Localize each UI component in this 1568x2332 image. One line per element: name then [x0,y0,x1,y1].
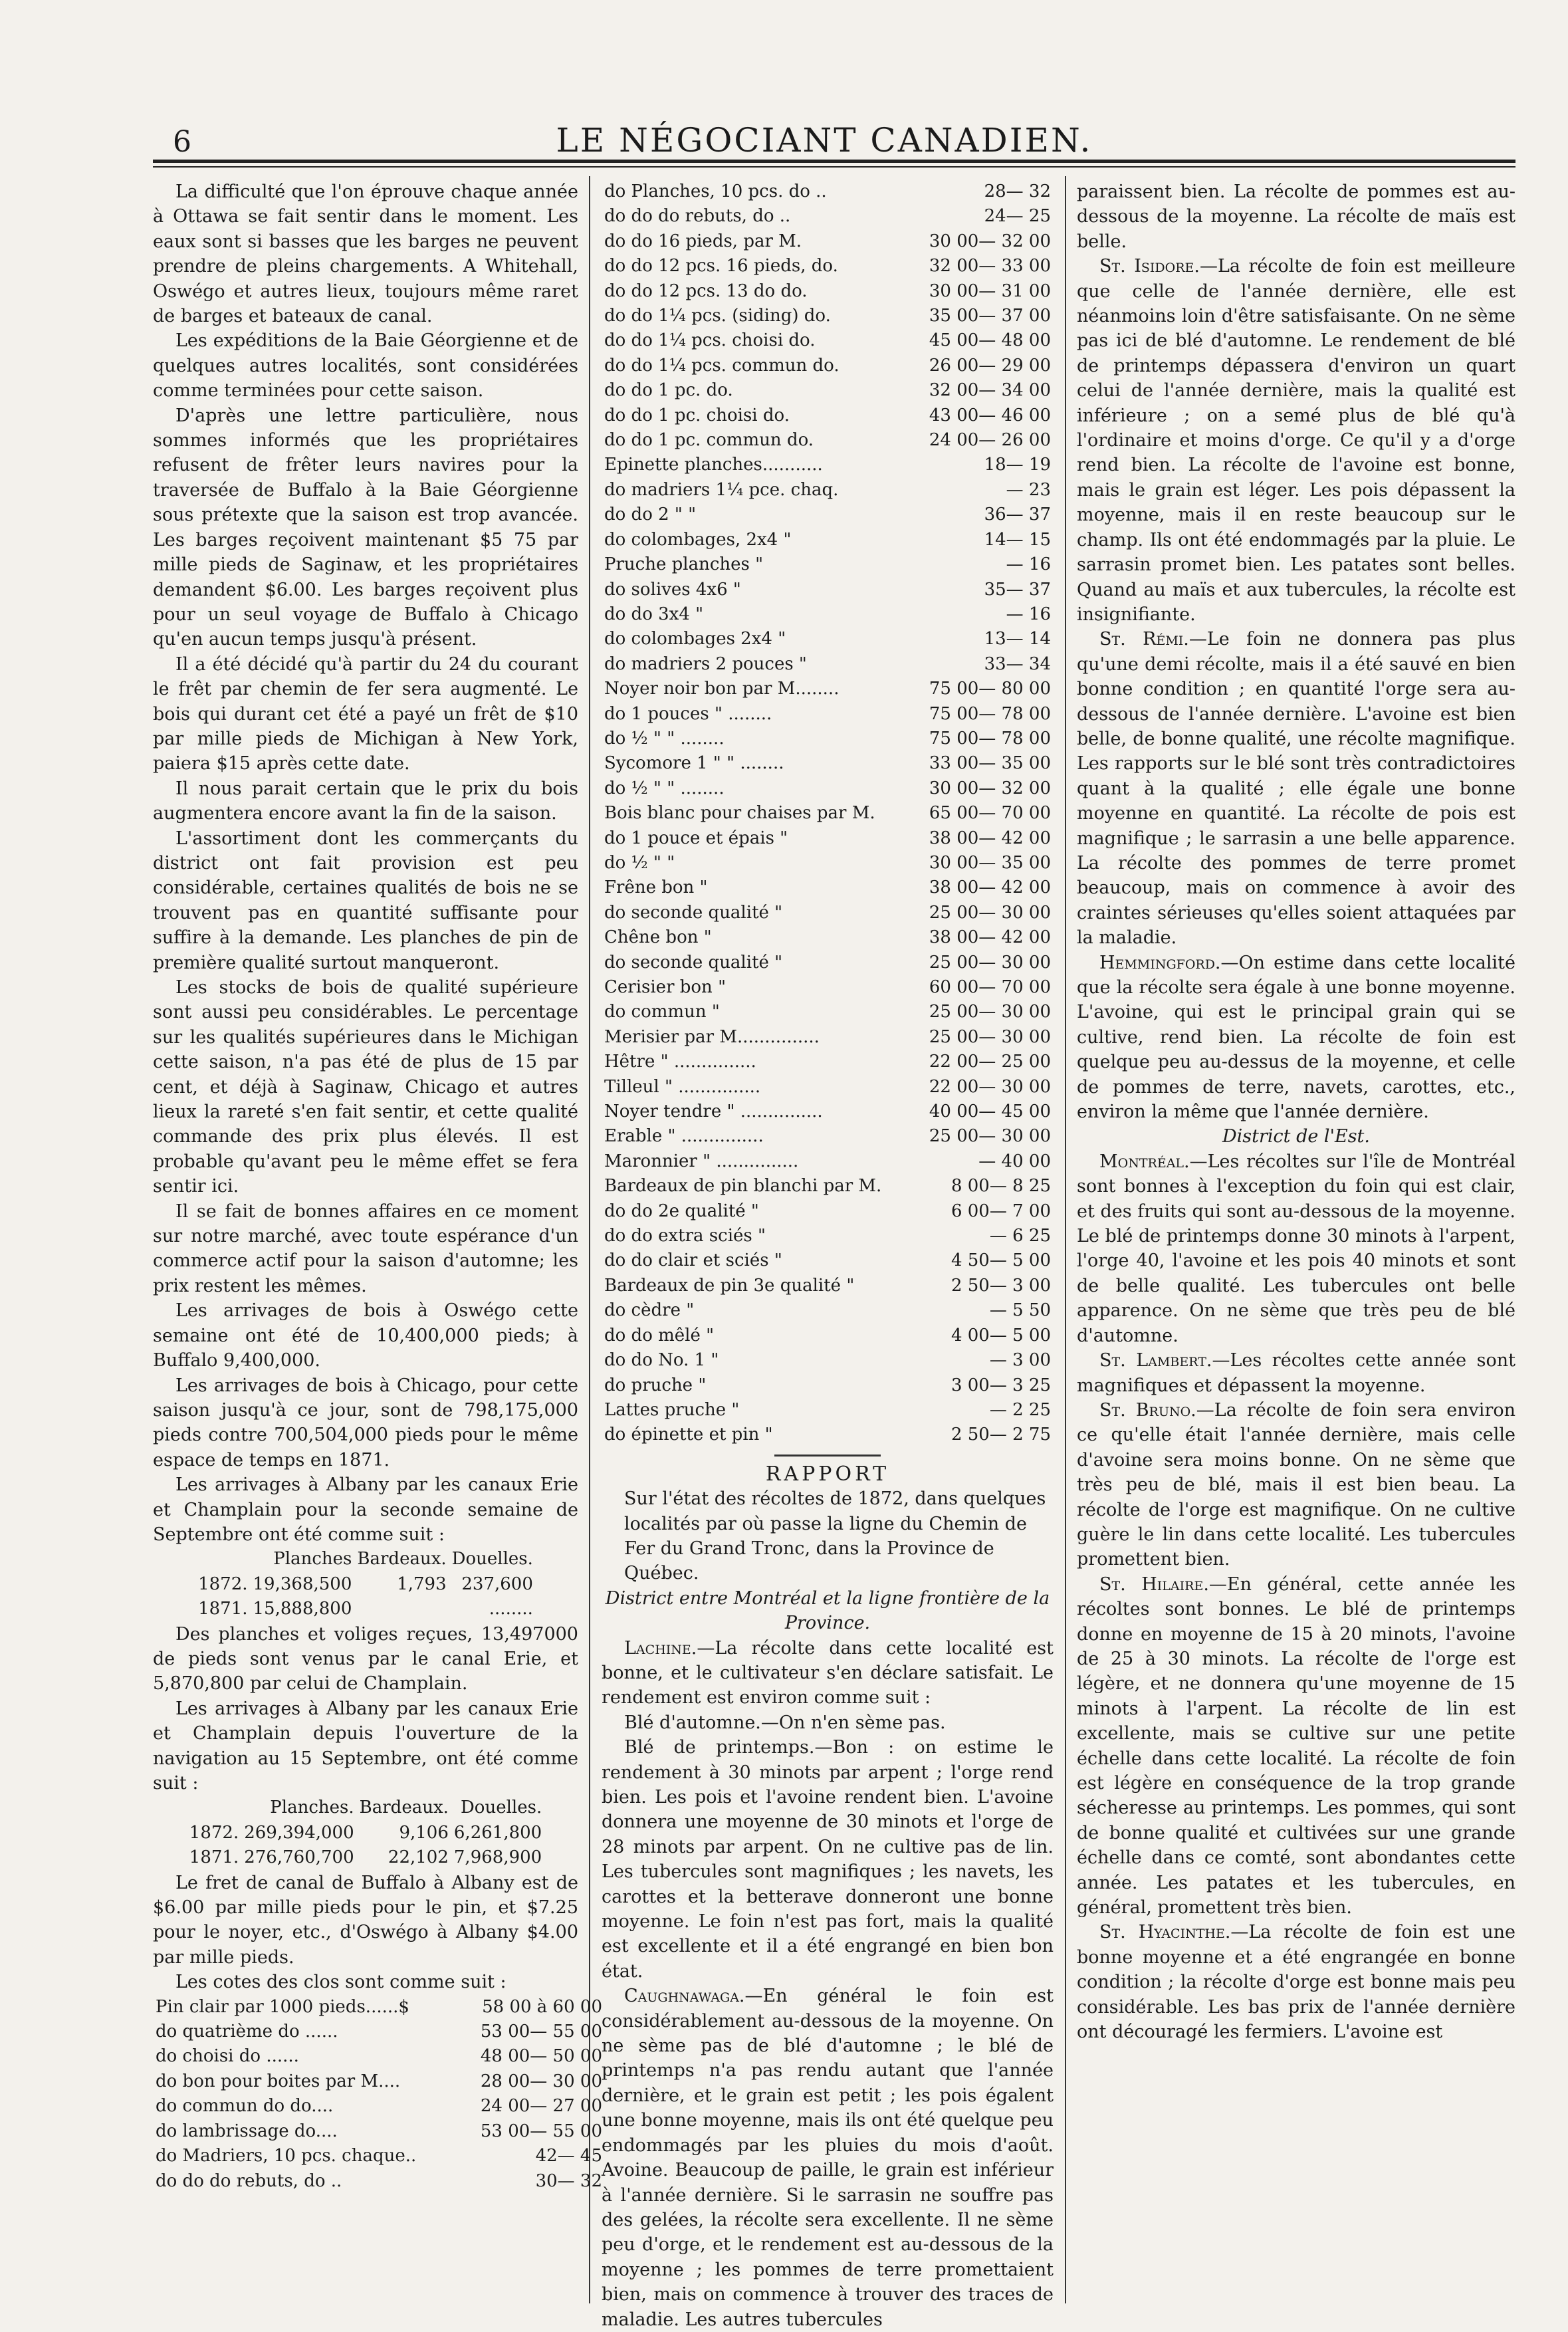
table-cell: 22,102 [388,1847,449,1868]
price-item: Bardeaux de pin blanchi par M. [604,1176,882,1197]
price-row [602,1248,1054,1273]
price-row [602,1075,1054,1100]
price-item: do madriers 2 pouces " [604,653,807,674]
paragraph: St. Lambert.—Les récoltes cette année sont magnifiques et dépassent la moyenne. [1077,1350,1516,1396]
price-item: do seconde qualité " [604,902,783,923]
table-row [195,1597,536,1621]
table-cell: Planches [273,1549,352,1570]
price-item: do pruche " [604,1375,707,1395]
table-cell [354,1597,449,1621]
price-item: do do mêlé " [604,1325,715,1345]
masthead [173,113,1476,160]
price-item: do do 3x4 " [604,604,704,624]
price-value: — 3 00 [989,1350,1051,1371]
price-value: 25 00— 30 00 [929,902,1051,923]
table-row [187,1821,544,1845]
price-row [602,801,1054,826]
price-row [602,826,1054,851]
price-row [602,1398,1054,1423]
district-heading: District entre Montréal et la ligne frontière de la Province. [605,1587,1050,1634]
paragraph: Les cotes des clos sont comme suit : [175,1972,506,1993]
price-value: 25 00— 30 00 [929,1002,1051,1022]
section-rule [774,1455,881,1457]
price-row [153,2119,605,2144]
paragraph: Il a été décidé qu'à partir du 24 du courant le frêt par chemin de fer sera augmenté. Le bois qui durant cet été a payé un frêt de $10 par mille pieds de Michigan à New York, paiera $15 après cette date. [153,653,578,774]
paragraph: paraissent bien. La récolte de pommes est au-dessous de la moyenne. La récolte de maïs est belle. [1077,181,1515,252]
table-row [187,1796,544,1820]
price-row [153,2144,605,2168]
price-value: 35 00— 37 00 [929,306,1051,326]
paragraph: St. Hyacinthe.—La récolte de foin est une bonne moyenne et a été engrangée en bonne condition ; la récolte d'orge est bonne mais peu considérable. Les bas prix de l'année dernière ont découragé les fermiers. L'avoine est [1077,1922,1515,2043]
price-value: — 2 25 [989,1399,1051,1420]
table-cell: 1872. [198,1574,248,1594]
price-item: do do 2 " " [604,505,697,525]
price-value: 48 00— 50 00 [480,2046,602,2067]
price-row [602,404,1054,428]
price-row [602,602,1054,627]
price-value: 4 50— 5 00 [951,1250,1051,1271]
price-value: 38 00— 42 00 [929,828,1051,848]
paragraph: Les stocks de bois de qualité supérieure sont aussi peu considérables. Le percentage sur les qualités supérieures dans le Michigan cette saison, n'a pas été de plus de 15 par cent, et déjà à Saginaw, Chicago et autres lieux la rareté s'en fait sentir, et cette qualité commande des prix plus élevés. Il est probable qu'avant peu le même effet se fera sentir ici. [153,977,578,1197]
table-cell: 1,793 [397,1574,447,1594]
price-item: do do No. 1 " [604,1350,719,1371]
price-row [602,503,1054,527]
price-value: 14— 15 [984,529,1051,550]
price-item: do quatrième do ...... [156,2022,338,2042]
price-value: 25 00— 30 00 [929,1026,1051,1047]
place-name: St. Bruno. [1099,1399,1196,1421]
price-value: 30 00— 32 00 [929,231,1051,251]
price-item: Sycomore 1 " " ........ [604,753,784,774]
price-value: 13— 14 [984,629,1051,649]
price-item: do do 1 pc. do. [604,380,733,401]
price-row [153,2169,605,2194]
price-row [602,727,1054,751]
price-row [602,1000,1054,1024]
table-cell: 1871. [198,1599,248,1619]
price-value: — 6 25 [989,1226,1051,1246]
price-row [602,1324,1054,1348]
price-value: 25 00— 30 00 [929,1126,1051,1147]
price-value: 58 00 à 60 00 [482,1996,602,2017]
table-cell: 1871. [189,1847,239,1868]
paragraph: St. Isidore.—La récolte de foin est meilleure que celle de l'année dernière, elle est néanmoins loin d'être satisfaisante. On ne sème pas ici de blé d'automne. Le rendement de blé de printemps dépassera d'environ un quart celui de l'année dernière, mais la qualité est inférieure ; on a semé plus de blé qu'à l'ordinaire et moins d'orge. Ce qu'il y a d'orge rend bien. La récolte de l'avoine est bonne, mais le grain est léger. Les pois dépassent la moyenne, mais il en reste beaucoup sur le champ. Ils ont été endommagés par la pluie. Le sarrasin promet bien. Les patates sont belles. Quand au maïs et aux tubercules, la récolte est insignifiante. [1077,256,1516,625]
table-cell: 7,968,900 [453,1847,542,1868]
page-number: 6 [173,125,191,159]
price-value: 43 00— 46 00 [929,405,1051,425]
price-row [602,925,1054,950]
price-value: 75 00— 80 00 [929,679,1051,699]
col3-paragraphs [1077,179,1515,1124]
header-rule-thin [153,166,1515,168]
price-value: 18— 19 [984,455,1051,475]
price-value: 30 00— 35 00 [929,852,1051,873]
price-value: — 16 [1006,604,1051,624]
price-value: 75 00— 78 00 [929,703,1051,724]
price-value: 25 00— 30 00 [929,952,1051,973]
place-name: St. Rémi. [1099,629,1189,650]
table-cell: 1872. [189,1822,239,1843]
price-row [602,1348,1054,1373]
price-row [602,875,1054,900]
price-row [602,378,1054,403]
column-3 [1077,179,1515,2044]
price-item: do do do rebuts, do .. [604,206,791,227]
price-value: 36— 37 [984,505,1051,525]
price-item: Tilleul " ............... [604,1076,761,1097]
price-row [602,1298,1054,1323]
price-item: do do 12 pcs. 16 pieds, do. [604,256,838,277]
price-item: do commun " [604,1002,720,1022]
price-item: do do 1¼ pcs. commun do. [604,355,840,376]
price-row [602,1149,1054,1174]
table-cell: ........ [489,1599,533,1619]
col3-paragraphs-2 [1077,1149,1515,2045]
column-divider [1065,176,1066,2303]
price-item: Cerisier bon " [604,977,727,997]
price-row [602,552,1054,577]
table-cell: 15,888,800 [253,1599,352,1619]
price-row [602,229,1054,254]
price-value: 6 00— 7 00 [951,1201,1051,1221]
price-row [602,528,1054,552]
place-name: Montréal. [1099,1151,1190,1172]
price-row [153,2094,605,2119]
albany-week-table [195,1547,536,1621]
price-item: do 1 pouces " ........ [604,703,772,724]
table-row [195,1572,536,1597]
price-row [602,304,1054,328]
place-name: St. Hyacinthe. [1099,1922,1231,1943]
place-name: St. Hilaire. [1099,1574,1209,1595]
price-value: 3 00— 3 25 [951,1375,1051,1395]
paragraph: Blé de printemps.—Bon : on estime le rendement à 30 minots par arpent ; l'orge rend bien. Les pois et l'avoine rendent bien. L'avoine donnera une moyenne de 30 minots et l'orge de 28 minots par arpent. On ne cultive pas de lin. Les tubercules sont magnifiques ; les navets, les carottes et la betterave donneront une bonne moyenne. Le foin n'est pas fort, mais la qualité est excellente et il a été engrangé en bien bon état. [602,1737,1054,1982]
paragraph: Les arrivages de bois à Oswégo cette semaine ont été de 10,400,000 pieds; à Buffalo 9,400,000. [153,1300,578,1371]
table-cell: Planches. [270,1798,354,1818]
price-value: — 16 [1006,554,1051,575]
price-row [602,1174,1054,1199]
price-item: Frêne bon " [604,877,708,898]
price-value: 22 00— 30 00 [929,1076,1051,1097]
price-row [602,1025,1054,1050]
district-heading: District de l'Est. [1222,1126,1370,1147]
price-row [602,428,1054,453]
price-item: Pruche planches " [604,554,764,575]
paragraph: Des planches et voliges reçues, 13,497000 de pieds sont venus par le canal Erie, et 5,870,800 par celui de Champlain. [153,1623,578,1694]
price-item: do do do rebuts, do .. [156,2170,342,2191]
table-row [187,1845,544,1870]
price-item: Maronnier " ............... [604,1151,799,1171]
paragraph: St. Bruno.—La récolte de foin sera environ ce qu'elle était l'année dernière, mais celle d'avoine sera moins bonne. On ne sème que très peu de blé, mais il est bien beau. La récolte de l'orge est magnifique. On ne cultive guère le lin dans cette localité. Les tubercules promettent bien. [1077,1399,1515,1570]
price-item: do do 16 pieds, par M. [604,231,802,251]
price-value: 32 00— 33 00 [929,256,1051,277]
place-name: Caughnawaga. [624,1986,745,2007]
price-item: Hêtre " ............... [604,1052,756,1072]
price-item: Epinette planches........... [604,455,823,475]
column-1 [153,179,602,2194]
price-value: 24 00— 26 00 [929,430,1051,451]
price-item: do madriers 1¼ pce. chaq. [604,479,839,500]
price-value: 60 00— 70 00 [929,977,1051,997]
paragraph: Le fret de canal de Buffalo à Albany est de $6.00 par mille pieds pour le pin, et $7.25 pour le noyer, etc., d'Oswégo à Albany $4.00 par mille pieds. [153,1872,578,1968]
column-divider [589,176,590,2303]
price-value: 65 00— 70 00 [929,803,1051,824]
newspaper-title: LE NÉGOCIANT CANADIEN. [556,121,1093,160]
price-value: 26 00— 29 00 [929,355,1051,376]
price-item: do do 1¼ pcs. (siding) do. [604,306,831,326]
price-value: 33— 34 [984,653,1051,674]
table-cell: 237,600 [461,1574,533,1594]
paragraph: Hemmingford.—On estime dans cette localité que la récolte sera égale à une bonne moyenne. L'avoine, qui est le principal grain qui se cultive, rend bien. La récolte de foin est quelque peu au-dessus de la moyenne, et celle de pommes de terre, navets, carottes, etc., environ la même que l'année dernière. [1077,952,1515,1123]
price-item: Bois blanc pour chaises par M. [604,803,875,824]
place-name: Lachine. [624,1637,697,1659]
price-value: 42— 45 [535,2146,602,2166]
paragraph: Les arrivages à Albany par les canaux Erie et Champlain depuis l'ouverture de la navigation au 15 Septembre, ont été comme suit : [153,1698,578,1794]
place-name: St. Lambert. [1099,1350,1212,1371]
price-item: Noyer tendre " ............... [604,1102,823,1122]
price-row [602,1224,1054,1248]
paragraph: Lachine.—La récolte dans cette localité est bonne, et le cultivateur s'en déclare satisfait. Le rendement est environ comme suit : [602,1637,1054,1708]
paragraph: L'assortiment dont les commerçants du district ont fait provision est peu considérable, certaines qualités de bois ne se trouvent pas en quantité suffisante pour suffire à la demande. Les planches de pin de première qualité surtout manqueront. [153,828,578,973]
price-value: 30— 32 [535,2170,602,2191]
price-item: Erable " ............... [604,1126,764,1147]
price-item: do do clair et sciés " [604,1250,782,1271]
price-item: do 1 pouce et épais " [604,828,788,848]
price-item: Merisier par M............... [604,1026,820,1047]
price-value: 24 00— 27 00 [480,2096,602,2117]
price-item: do épinette et pin " [604,1425,773,1445]
price-value: 40 00— 45 00 [929,1102,1051,1122]
price-item: do do 1¼ pcs. choisi do. [604,330,816,351]
price-row [602,1274,1054,1298]
paragraph: D'après une lettre particulière, nous sommes informés que les propriétaires refusent de frêter leurs navires pour la traversée de Buffalo à la Baie Géorgienne sous prétexte que la saison est trop avancée. Les barges reçoivent maintenant $5 75 par mille pieds de Saginaw, et les propriétaires demandent $6.00. Les barges reçoivent plus pour un seul voyage de Buffalo à Chicago qu'en aucun temps jusqu'à présent. [153,405,578,650]
price-item: do ½ " " [604,852,675,873]
table-row [195,1547,536,1572]
price-row [602,851,1054,875]
price-row [602,776,1054,801]
price-item: Pin clair par 1000 pieds......$ [156,1996,409,2017]
table-cell: 6,261,800 [453,1822,542,1843]
price-item: do choisi do ...... [156,2046,299,2067]
price-row [602,179,1054,204]
header-rule [153,160,1515,163]
price-value: 22 00— 25 00 [929,1052,1051,1072]
price-item: do seconde qualité " [604,952,783,973]
paragraph: La difficulté que l'on éprouve chaque année à Ottawa se fait sentir dans le moment. Les eaux sont si basses que les barges ne peuvent prendre de pleins chargements. A Whitehall, Oswégo et autres lieux, toujours même raret de barges et bateaux de canal. [153,181,578,327]
table-cell [187,1796,241,1820]
paragraph: Les arrivages à Albany par les canaux Erie et Champlain pour la seconde semaine de Septembre ont été comme suit : [153,1474,578,1545]
price-row [602,1373,1054,1398]
table-cell: Bardeaux. [357,1549,447,1570]
price-item: Bardeaux de pin 3e qualité " [604,1275,855,1296]
price-value: 35— 37 [984,579,1051,600]
price-item: do Planches, 10 pcs. do .. [604,181,827,201]
price-value: 30 00— 31 00 [929,281,1051,301]
price-row [602,702,1054,727]
price-item: do colombages, 2x4 " [604,529,792,550]
price-value: 8 00— 8 25 [951,1176,1051,1197]
price-item: do ½ " " ........ [604,778,725,798]
price-row [602,578,1054,602]
price-item: do ½ " " ........ [604,728,725,749]
paragraph: St. Hilaire.—En général, cette année les récoltes sont bonnes. Le blé de printemps donne en moyenne de 15 à 20 minots, l'avoine de 25 à 30 minots. La récolte de l'orge est légère, et ne donnera qu'une moyenne de 15 minots à l'arpent. La récolte de lin est excellente, mais se cultive sur une petite échelle dans cette localité. La récolte de foin est légère en conséquence de la trop grande sécheresse au printemps. Les pommes, qui sont de bonne qualité et cultivées sur une grande échelle dans ce comté, sont abondantes cette année. Les patates et les tubercules, en général, promettent très bien. [1077,1574,1515,1919]
price-row [602,279,1054,304]
price-item: do Madriers, 10 pcs. chaque.. [156,2146,417,2166]
col2-paragraphs [602,1636,1054,2332]
price-row [602,751,1054,776]
price-row [602,677,1054,701]
price-row [153,2069,605,2094]
table-cell: 9,106 [399,1822,449,1843]
price-row [602,1199,1054,1224]
price-value: 4 00— 5 00 [951,1325,1051,1345]
price-row [602,1100,1054,1124]
rapport-heading: RAPPORT [765,1462,890,1486]
price-row [602,901,1054,925]
price-value: 30 00— 32 00 [929,778,1051,798]
price-value: 28 00— 30 00 [480,2071,602,2091]
price-item: do do 1 pc. choisi do. [604,405,790,425]
paragraph: St. Rémi.—Le foin ne donnera pas plus qu'une demi récolte, mais il a été sauvé en bien bonne condition ; en quantité l'orge sera au-dessous de l'année dernière. L'avoine est bien belle, de bonne qualité, une récolte magnifique. Les rapports sur le blé sont très contradictoires quant à la qualité ; elle égale une bonne moyenne en quantité. La récolte de pois est magnifique ; le sarrasin a une belle apparence. La récolte des pommes de terre promet beaucoup, mais on commence à avoir des craintes sérieuses qu'elles soient attaquées par la maladie. [1077,629,1515,949]
place-name: St. Isidore. [1099,256,1200,277]
paragraph: Montréal.—Les récoltes sur l'île de Montréal sont bonnes à l'exception du foin qui est clair, et des fruits qui sont au-dessous de la moyenne. Le blé de printemps donne 30 minots à l'arpent, l'orge 40, l'avoine et les pois 40 minots et sont de belle qualité. Les tubercules ont belle apparence. On ne sème que très peu de blé d'automne. [1077,1151,1515,1346]
paragraph: Blé d'automne.—On n'en sème pas. [624,1712,946,1733]
table-cell: 269,394,000 [244,1822,354,1843]
paragraph: Il se fait de bonnes affaires en ce moment sur notre marché, avec toute espérance d'un commerce actif pour la saison d'automne; les prix restent les mêmes. [153,1201,578,1296]
col1-paragraphs-3 [153,1871,578,1995]
price-row [602,975,1054,1000]
price-row [602,1050,1054,1074]
price-item: do do 12 pcs. 13 do do. [604,281,808,301]
table-cell [195,1547,250,1572]
price-item: do solives 4x6 " [604,579,741,600]
price-row [602,951,1054,975]
price-row [602,354,1054,378]
price-value: — 40 00 [978,1151,1051,1171]
price-row [602,204,1054,229]
albany-season-table [187,1796,544,1870]
rapport-subtitle: Sur l'état des récoltes de 1872, dans quelques localités par où passe la ligne du Chemin de Fer du Grand Tronc, dans la Province de Québec. [624,1488,1046,1584]
price-item: do do extra sciés " [604,1226,766,1246]
col1-paragraphs [153,179,578,1547]
price-value: 38 00— 42 00 [929,877,1051,898]
paragraph: Caughnawaga.—En général le foin est considérablement au-dessous de la moyenne. On ne sème pas de blé d'automne ; le blé de printemps n'a pas rendu autant que l'année dernière, et le grain est petit ; les pois égalent une bonne moyenne, mais ils ont été quelque peu endommagés par les pluies du mois d'août. Avoine. Beaucoup de paille, le grain est inférieur à l'année dernière. Si le sarrasin ne souffre pas des gelées, la récolte sera excellente. Il ne sème peu d'orge, et le rendement est au-dessous de la moyenne ; les pommes de terre promettaient bien, mais on commence à trouver des traces de maladie. Les autres tubercules [602,1986,1054,2330]
price-item: do do 1 pc. commun do. [604,430,814,451]
price-item: do commun do do.... [156,2096,334,2117]
price-row [602,453,1054,477]
price-value: 33 00— 35 00 [929,753,1051,774]
price-item: do do 2e qualité " [604,1201,759,1221]
price-value: 75 00— 78 00 [929,728,1051,749]
price-item: Chêne bon " [604,927,712,948]
price-item: do lambrissage do.... [156,2121,338,2141]
price-value: 24— 25 [984,206,1051,227]
price-row [153,2020,605,2044]
table-cell: Douelles. [451,1549,533,1570]
price-value: 53 00— 55 00 [480,2121,602,2141]
price-row [602,652,1054,677]
table-cell: Bardeaux. [359,1798,449,1818]
paragraph: Il nous parait certain que le prix du bois augmentera encore avant la fin de la saison. [153,778,578,824]
paragraph: Les arrivages de bois à Chicago, pour cette saison jusqu'à ce jour, sont de 798,175,000 pieds contre 700,504,000 pieds pour le même espace de temps en 1871. [153,1375,578,1470]
price-value: 2 50— 2 75 [951,1425,1051,1445]
price-value: 38 00— 42 00 [929,927,1051,948]
price-value: — 23 [1006,479,1051,500]
table-cell: 276,760,700 [244,1847,354,1868]
price-row [602,328,1054,353]
paragraph: Les expéditions de la Baie Géorgienne et de quelques autres localités, sont considérées comme terminées pour cette saison. [153,330,578,402]
price-row [153,1995,605,2020]
price-value: 45 00— 48 00 [929,330,1051,351]
price-value: 53 00— 55 00 [480,2022,602,2042]
table-cell: Douelles. [460,1798,542,1818]
price-item: do cèdre " [604,1300,695,1321]
price-item: Lattes pruche " [604,1399,740,1420]
price-row [602,627,1054,651]
price-row [153,2044,605,2069]
price-row [602,1423,1054,1447]
price-table [602,179,1054,1448]
price-item: Noyer noir bon par M........ [604,679,840,699]
price-table [153,1995,605,2194]
column-2 [602,179,1054,2332]
price-value: — 5 50 [989,1300,1051,1321]
price-value: 28— 32 [984,181,1051,201]
price-value: 2 50— 3 00 [951,1275,1051,1296]
price-row [602,1124,1054,1149]
price-item: do colombages 2x4 " [604,629,786,649]
price-row [602,254,1054,279]
place-name: Hemmingford. [1099,952,1221,973]
col1-paragraphs-2 [153,1622,578,1796]
price-row [602,478,1054,503]
price-item: do bon pour boites par M.... [156,2071,401,2091]
table-cell: 19,368,500 [253,1574,352,1594]
price-value: 32 00— 34 00 [929,380,1051,401]
